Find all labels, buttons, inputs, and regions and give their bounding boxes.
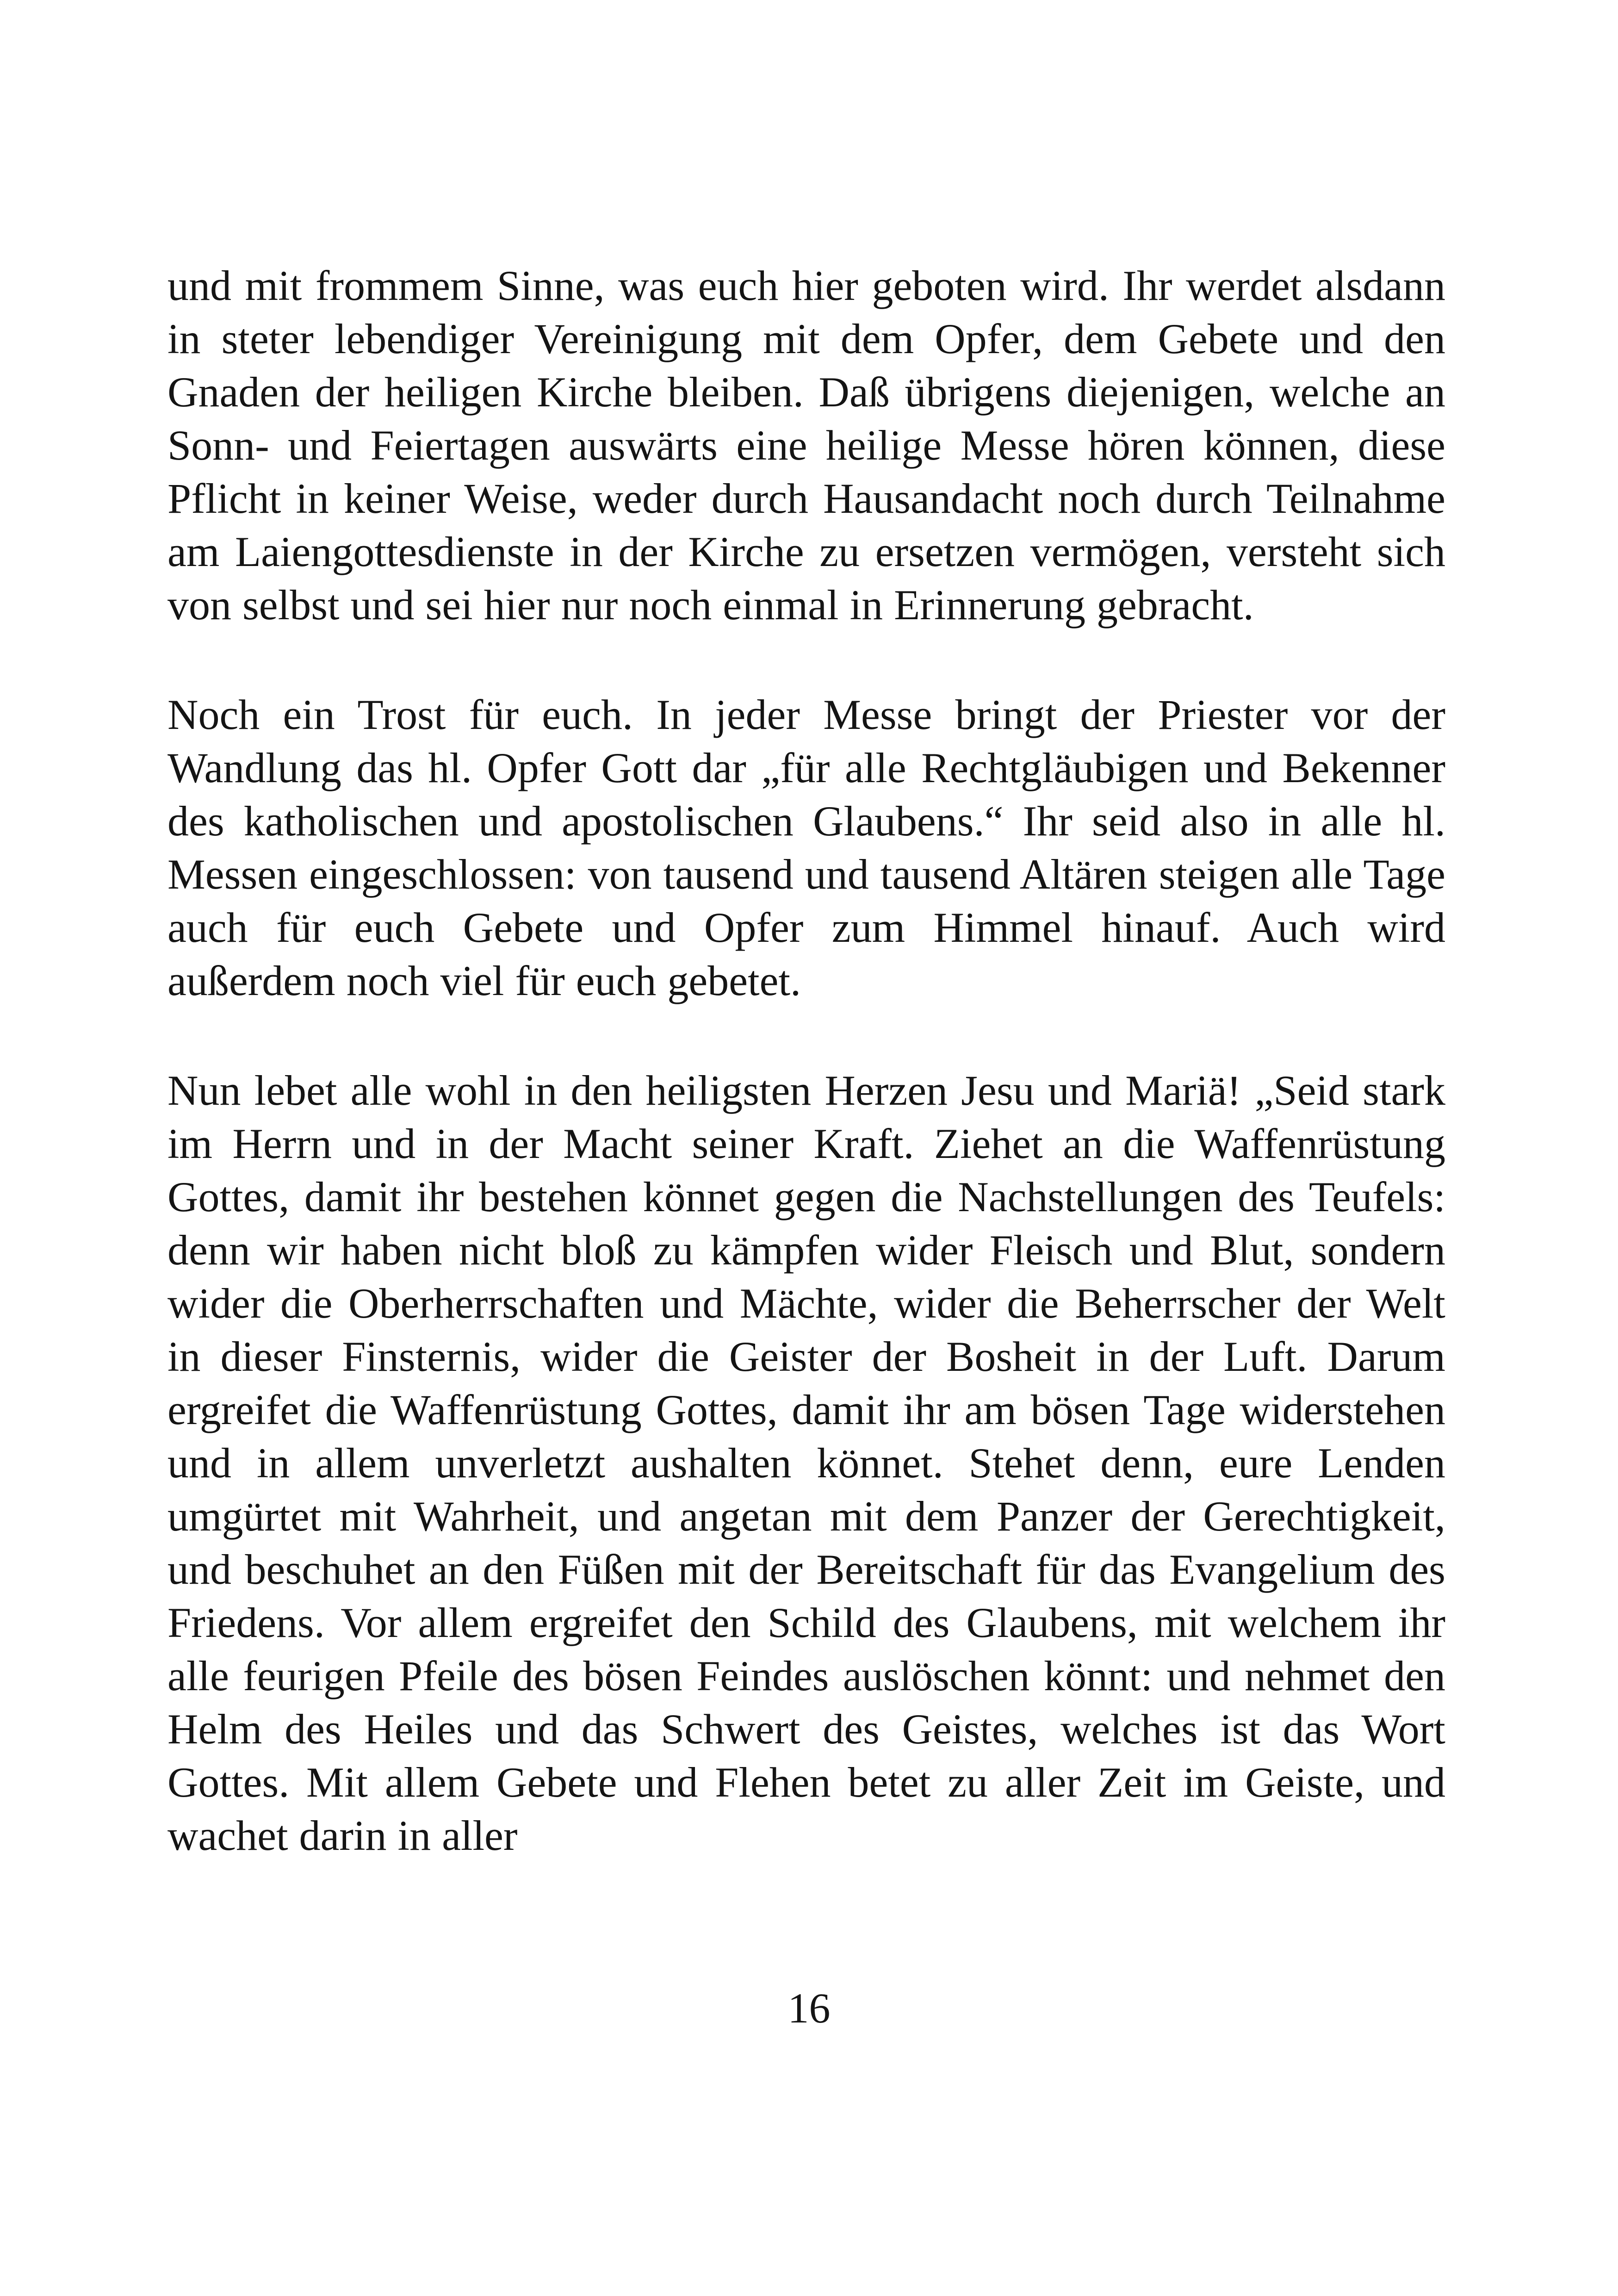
paragraph-3: Nun lebet alle wohl in den heiligsten Herzen Jesu und Mariä! „Seid stark im Herrn und in der Macht seiner Kraft. Ziehet an die Waffenrüstung Gottes, damit ihr bestehen könnet gegen die Nachstellungen des Teufels: denn wir haben nicht bloß zu kämpfen wider Fleisch und Blut, sondern wider die Oberherrschaften und Mächte, wider die Beherrscher der Welt in dieser Finsternis, wider die Geister der Bosheit in der Luft. Darum ergreifet die Waffenrüstung Gottes, damit ihr am bösen Tage widerstehen und in allem unverletzt aushalten könnet. Stehet denn, eure Lenden umgürtet mit Wahrheit, und angetan mit dem Panzer der Gerechtigkeit, und beschuhet an den Füßen mit der Bereitschaft für das Evangelium des Friedens. Vor allem ergreifet den Schild des Glaubens, mit welchem ihr alle feurigen Pfeile des bösen Feindes auslöschen könnt: und nehmet den Helm des Heiles und das Schwert des Geistes, welches ist das Wort Gottes. Mit allem Gebete und Flehen betet zu aller Zeit im Geiste, und wachet darin in aller	[167, 1067, 1445, 1859]
paragraph-2: Noch ein Trost für euch. In jeder Messe bringt der Priester vor der Wandlung das hl. Opfer Gott dar „für alle Rechtgläubigen und Bekenner des katholischen und apostolischen Glaubens.“ Ihr seid also in alle hl. Messen eingeschlossen: von tausend und tausend Altären steigen alle Tage auch für euch Gebete und Opfer zum Himmel hinauf. Auch wird außerdem noch viel für euch gebetet.	[167, 691, 1445, 1004]
page-number: 16	[787, 1985, 831, 2032]
page-body	[167, 259, 1445, 1862]
paragraph-1: und mit frommem Sinne, was euch hier geboten wird. Ihr werdet alsdann in steter lebendiger Vereinigung mit dem Opfer, dem Gebete und den Gnaden der heiligen Kirche bleiben. Daß übrigens diejenigen, welche an Sonn- und Feiertagen auswärts eine heilige Messe hören können, diese Pflicht in keiner Weise, weder durch Hausandacht noch durch Teilnahme am Laiengottesdienste in der Kirche zu ersetzen vermögen, versteht sich von selbst und sei hier nur noch einmal in Erinnerung gebracht.	[167, 262, 1445, 628]
